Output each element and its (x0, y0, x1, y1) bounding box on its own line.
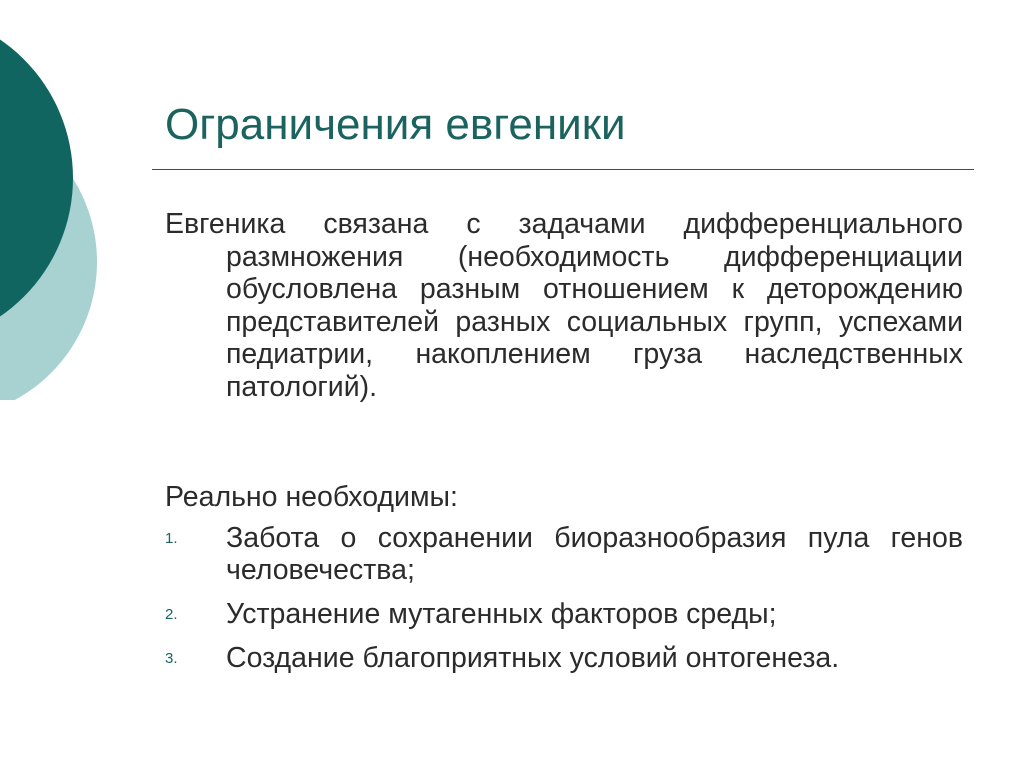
list-item-text: Устранение мутагенных факторов среды; (226, 598, 777, 630)
list-item (165, 642, 963, 674)
list-item-number: 2. (165, 606, 178, 623)
decorative-circles (0, 0, 110, 400)
main-paragraph: Евгеника связана с задачами дифференциального размножения (необходимость дифференциации обусловлена разным отношением к деторождению представителей разных социальных групп, успехами педиатрии, накоплением груза наследственных патологий). (165, 208, 963, 403)
list-item-number: 3. (165, 650, 178, 667)
list-item-text: Забота о сохранении биоразнообразия пула генов человечества; (226, 522, 963, 586)
title-divider (152, 169, 974, 170)
lead-text: Реально необходимы: (165, 481, 458, 513)
list-item (165, 522, 963, 586)
requirements-list (165, 522, 963, 686)
list-item (165, 598, 963, 630)
list-item-text: Создание благоприятных условий онтогенеза. (226, 642, 840, 674)
slide-title: Ограничения евгеники (165, 100, 626, 149)
list-item-number: 1. (165, 530, 178, 547)
